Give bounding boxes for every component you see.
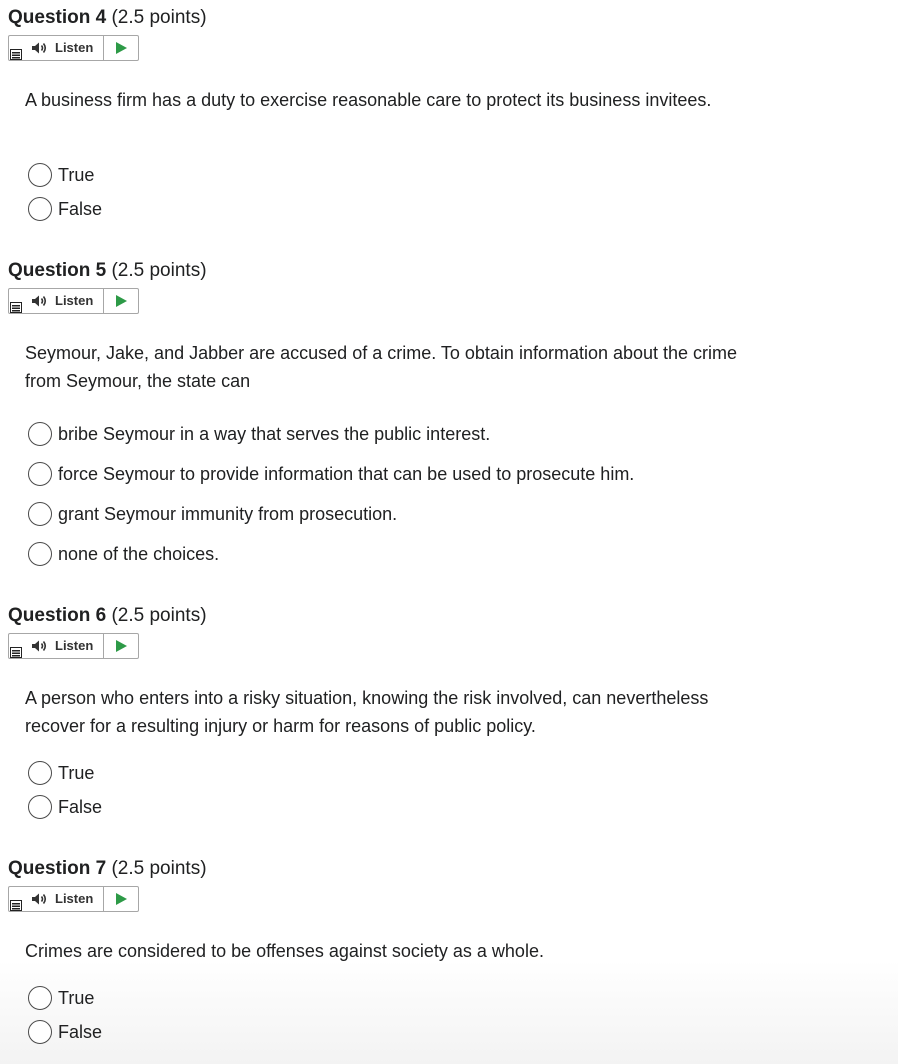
menu-icon[interactable] <box>10 302 22 313</box>
question-points: (2.5 points) <box>111 7 207 28</box>
option-label: none of the choices. <box>58 544 220 564</box>
question-prompt: A business firm has a duty to exercise reasonable care to protect its business invitees. <box>25 90 712 110</box>
play-button[interactable] <box>104 289 138 313</box>
question-number: Question 5 <box>8 260 107 281</box>
play-icon <box>116 295 127 307</box>
question-title <box>8 857 207 881</box>
option-label: True <box>58 763 95 783</box>
question-prompt: A person who enters into a risky situation, knowing the risk involved, can nevertheless recover for a resulting injury or harm for reasons of public policy. <box>25 688 709 736</box>
play-icon <box>116 640 127 652</box>
question-title <box>8 259 207 283</box>
question-prompt: Seymour, Jake, and Jabber are accused of a crime. To obtain information about the crime from Seymour, the state can <box>25 343 738 391</box>
listen-label: Listen <box>55 891 94 906</box>
listen-widget <box>8 288 139 314</box>
listen-button[interactable] <box>23 289 104 313</box>
radio-button[interactable] <box>28 422 52 446</box>
play-icon <box>116 893 127 905</box>
speaker-icon <box>31 41 49 55</box>
menu-icon[interactable] <box>10 49 22 60</box>
option-label: force Seymour to provide information that can be used to prosecute him. <box>58 464 635 484</box>
question-title <box>8 604 207 628</box>
radio-button[interactable] <box>28 795 52 819</box>
listen-button[interactable] <box>23 887 104 911</box>
menu-icon[interactable] <box>10 900 22 911</box>
menu-icon[interactable] <box>10 647 22 658</box>
option-label: True <box>58 165 95 185</box>
question-title <box>8 6 207 30</box>
option-label: grant Seymour immunity from prosecution. <box>58 504 398 524</box>
question-points: (2.5 points) <box>111 605 207 626</box>
listen-label: Listen <box>55 293 94 308</box>
radio-button[interactable] <box>28 502 52 526</box>
listen-label: Listen <box>55 40 94 55</box>
play-button[interactable] <box>104 887 138 911</box>
radio-button[interactable] <box>28 542 52 566</box>
listen-button[interactable] <box>23 634 104 658</box>
speaker-icon <box>31 639 49 653</box>
question-prompt: Crimes are considered to be offenses against society as a whole. <box>25 941 544 961</box>
listen-widget <box>8 35 139 61</box>
option-label: False <box>58 199 103 219</box>
listen-label: Listen <box>55 638 94 653</box>
radio-button[interactable] <box>28 163 52 187</box>
speaker-icon <box>31 294 49 308</box>
option-label: True <box>58 988 95 1008</box>
radio-button[interactable] <box>28 197 52 221</box>
question-points: (2.5 points) <box>111 260 207 281</box>
listen-button[interactable] <box>23 36 104 60</box>
listen-widget <box>8 886 139 912</box>
radio-button[interactable] <box>28 986 52 1010</box>
play-icon <box>116 42 127 54</box>
play-button[interactable] <box>104 634 138 658</box>
question-number: Question 4 <box>8 7 107 28</box>
question-number: Question 7 <box>8 858 107 879</box>
listen-widget <box>8 633 139 659</box>
play-button[interactable] <box>104 36 138 60</box>
speaker-icon <box>31 892 49 906</box>
option-label: False <box>58 1022 103 1042</box>
option-label: False <box>58 797 103 817</box>
question-points: (2.5 points) <box>111 858 207 879</box>
radio-button[interactable] <box>28 761 52 785</box>
option-label: bribe Seymour in a way that serves the public interest. <box>58 424 491 444</box>
radio-button[interactable] <box>28 462 52 486</box>
question-number: Question 6 <box>8 605 107 626</box>
radio-button[interactable] <box>28 1020 52 1044</box>
